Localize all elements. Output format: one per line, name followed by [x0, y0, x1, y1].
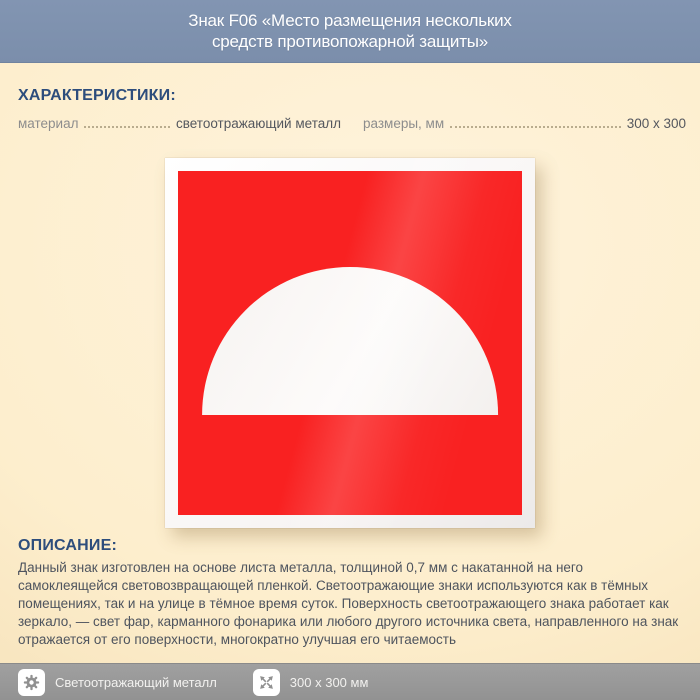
spec-dimensions-label: размеры, мм — [363, 116, 445, 131]
semicircle-symbol — [202, 267, 498, 415]
footer-size-label: 300 x 300 мм — [289, 674, 369, 690]
footer-material-label: Светоотражающий металл — [55, 674, 217, 690]
header-bar — [0, 0, 700, 63]
spec-dimensions — [363, 116, 686, 131]
sign-image — [165, 158, 535, 528]
size-badge — [253, 669, 280, 696]
footer-bar — [0, 663, 700, 700]
gear-icon — [23, 674, 40, 691]
sign-plate — [178, 171, 522, 515]
description-text: Данный знак изготовлен на основе листа металла, толщиной 0,7 мм с накатанной на него самоклеящейся световозвращающей пленкой. Светоотражающие знаки используются как в тёмных помещениях, так и на улице в тёмное время суток. Поверхность светоотражающего знака работает как зеркало, — свет фар, карманного фонарика или любого другого источника света, направленного на знак отражается от его поверхности, многократно улучшая его читаемость — [18, 560, 679, 647]
spec-material-value: светоотражающий металл — [175, 116, 341, 131]
characteristics-heading: ХАРАКТЕРИСТИКИ: — [18, 87, 176, 104]
page-title-line2: средств противопожарной защиты» — [211, 32, 489, 51]
resize-arrows-icon — [258, 674, 275, 691]
spec-material-label: материал — [18, 116, 79, 131]
spec-dimensions-value: 300 x 300 — [626, 116, 686, 131]
spec-material — [18, 116, 341, 131]
dotted-leader — [450, 126, 621, 128]
description-heading: ОПИСАНИЕ: — [18, 537, 118, 554]
characteristics-row — [18, 116, 686, 131]
page-title-line1: Знак F06 «Место размещения нескольких — [188, 11, 512, 30]
dotted-leader — [84, 126, 170, 128]
material-badge — [18, 669, 45, 696]
